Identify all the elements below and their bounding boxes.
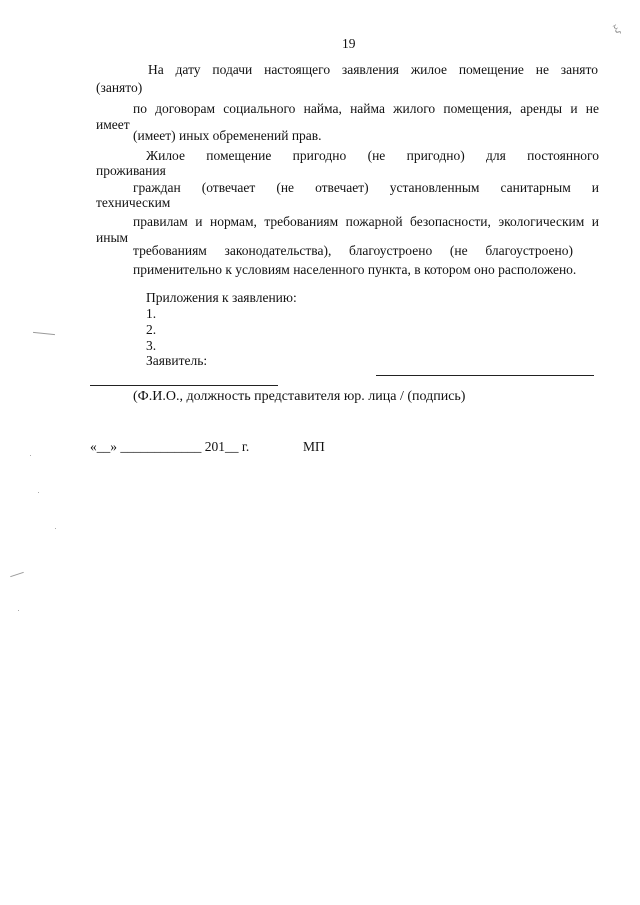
attachment-item: 2. (146, 322, 157, 337)
scan-artifact (55, 528, 56, 529)
paragraph-line: (занято) (96, 80, 143, 95)
name-line (90, 385, 278, 386)
paragraph-line: граждан (отвечает (не отвечает) установленным санитарным и (133, 180, 599, 195)
paragraph-line: правилам и нормам, требованиям пожарной безопасности, экологическим и (133, 214, 599, 229)
attachment-item: 1. (146, 306, 157, 321)
date-year-suffix: г. (241, 439, 250, 454)
scan-artifact (38, 492, 39, 493)
paragraph-line: техническим (96, 195, 171, 210)
page-number: 19 (342, 36, 356, 51)
date-year-blank: __ (225, 439, 239, 454)
scan-artifact (33, 332, 55, 335)
applicant-label: Заявитель: (146, 353, 208, 368)
paragraph-line: имеет (96, 117, 130, 132)
date-year-prefix: 201 (204, 439, 225, 454)
paragraph-line: На дату подачи настоящего заявления жилое помещение не занято (148, 62, 598, 77)
date-month-blank: ____________ (120, 439, 202, 454)
scan-artifact (10, 572, 24, 577)
scan-artifact (18, 610, 19, 611)
signature-line (376, 375, 594, 376)
date-day-blank: __ (96, 439, 111, 454)
paragraph-line: иным (96, 230, 129, 245)
applicant-caption: (Ф.И.О., должность представителя юр. лица / (подпись) (133, 389, 466, 404)
date-close-quote: » (110, 439, 117, 454)
corner-scan-mark: ξ (610, 21, 623, 37)
date-open-quote: « (90, 439, 97, 454)
stamp-label: МП (303, 439, 325, 454)
paragraph-line: требованиям законодательства), благоустроено (не благоустроено) (133, 243, 573, 258)
paragraph-line: (имеет) иных обременений прав. (133, 128, 322, 143)
paragraph-line: проживания (96, 163, 166, 178)
paragraph-line: Жилое помещение пригодно (не пригодно) для постоянного (146, 148, 599, 163)
attachments-heading: Приложения к заявлению: (146, 290, 297, 305)
paragraph-line: по договорам социального найма, найма жилого помещения, аренды и не (133, 101, 599, 116)
paragraph-line: применительно к условиям населенного пункта, в котором оно расположено. (133, 262, 577, 277)
date-line (90, 439, 249, 455)
scan-artifact (30, 455, 31, 456)
attachment-item: 3. (146, 338, 157, 353)
